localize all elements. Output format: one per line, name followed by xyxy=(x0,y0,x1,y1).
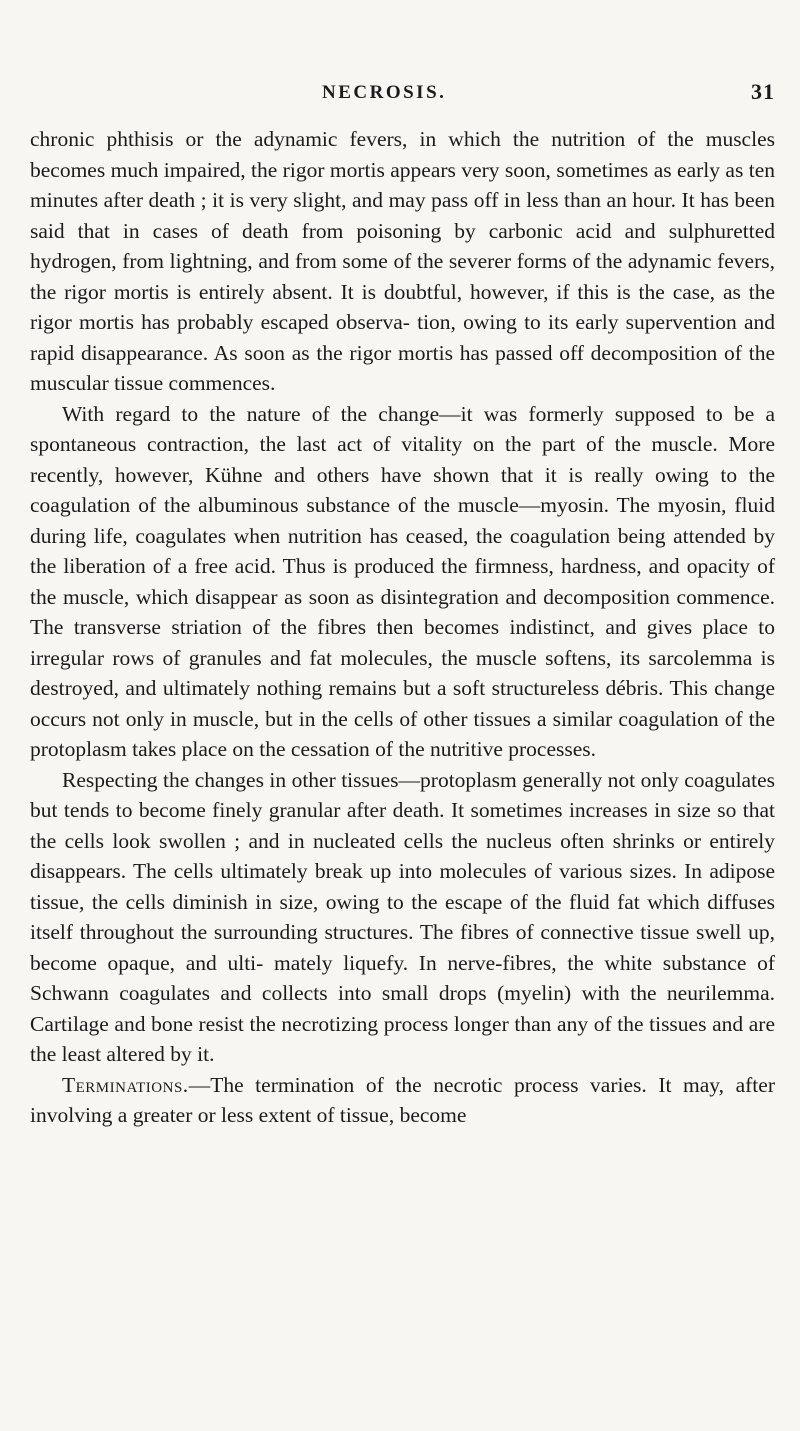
running-head xyxy=(322,79,775,110)
paragraph-other-tissues: Respecting the changes in other tissues—protoplasm generally not only coagulates but tends to become finely granular after death. It sometimes increases in size so that the cells look swollen ; and in nucleated cells the nucleus often shrinks or entirely disappears. The cells ultimately break up into molecules of various sizes. In adipose tissue, the cells diminish in size, owing to the escape of the fluid fat which diffuses itself throughout the surrounding structures. The fibres of connective tissue swell up, become opaque, and ulti- mately liquefy. In nerve-fibres, the white substance of Schwann coagulates and collects into small drops (myelin) with the neurilemma. Cartilage and bone resist the necrotizing process longer than any of the tissues and are the least altered by it. xyxy=(30,767,775,1066)
paragraph-continuation: chronic phthisis or the adynamic fevers, in which the nutrition of the muscles becomes much impaired, the rigor mortis appears very soon, sometimes as early as ten minutes after death ; it is very slight, and may pass off in less than an hour. It has been said that in cases of death from poisoning by carbonic acid and sulphuretted hydrogen, from lightning, and from some of the severer forms of the adynamic fevers, the rigor mortis is entirely absent. It is doubtful, however, if this is the case, as the rigor mortis has probably escaped observa- tion, owing to its early supervention and rapid disappearance. As soon as the rigor mortis has passed off decomposition of the muscular tissue commences. xyxy=(30,127,775,395)
paragraph-terminations xyxy=(30,1070,775,1131)
body-text xyxy=(30,124,775,1131)
section-heading-terminations: Terminations. xyxy=(62,1072,189,1097)
page-number: 31 xyxy=(751,79,775,104)
running-title: NECROSIS. xyxy=(322,82,447,103)
paragraph-terminations-text: —The termination of the necrotic process varies. It may, after involving a greater or less extent of tissue, become xyxy=(30,1072,775,1127)
paragraph-nature-of-change: With regard to the nature of the change—it was formerly supposed to be a spontaneous contraction, the last act of vitality on the part of the muscle. More recently, however, Kühne and others have shown that it is really owing to the coagulation of the albuminous substance of the muscle—myosin. The myosin, fluid during life, coagulates when nutrition has ceased, the coagulation being attended by the liberation of a free acid. Thus is produced the firmness, hardness, and opacity of the muscle, which disappear as soon as disintegration and decomposition commence. The transverse striation of the fibres then becomes indistinct, and gives place to irregular rows of granules and fat molecules, the muscle softens, its sarcolemma is destroyed, and ultimately nothing remains but a soft structureless débris. This change occurs not only in muscle, but in the cells of other tissues a similar coagulation of the protoplasm takes place on the cessation of the nutritive processes. xyxy=(30,401,775,761)
